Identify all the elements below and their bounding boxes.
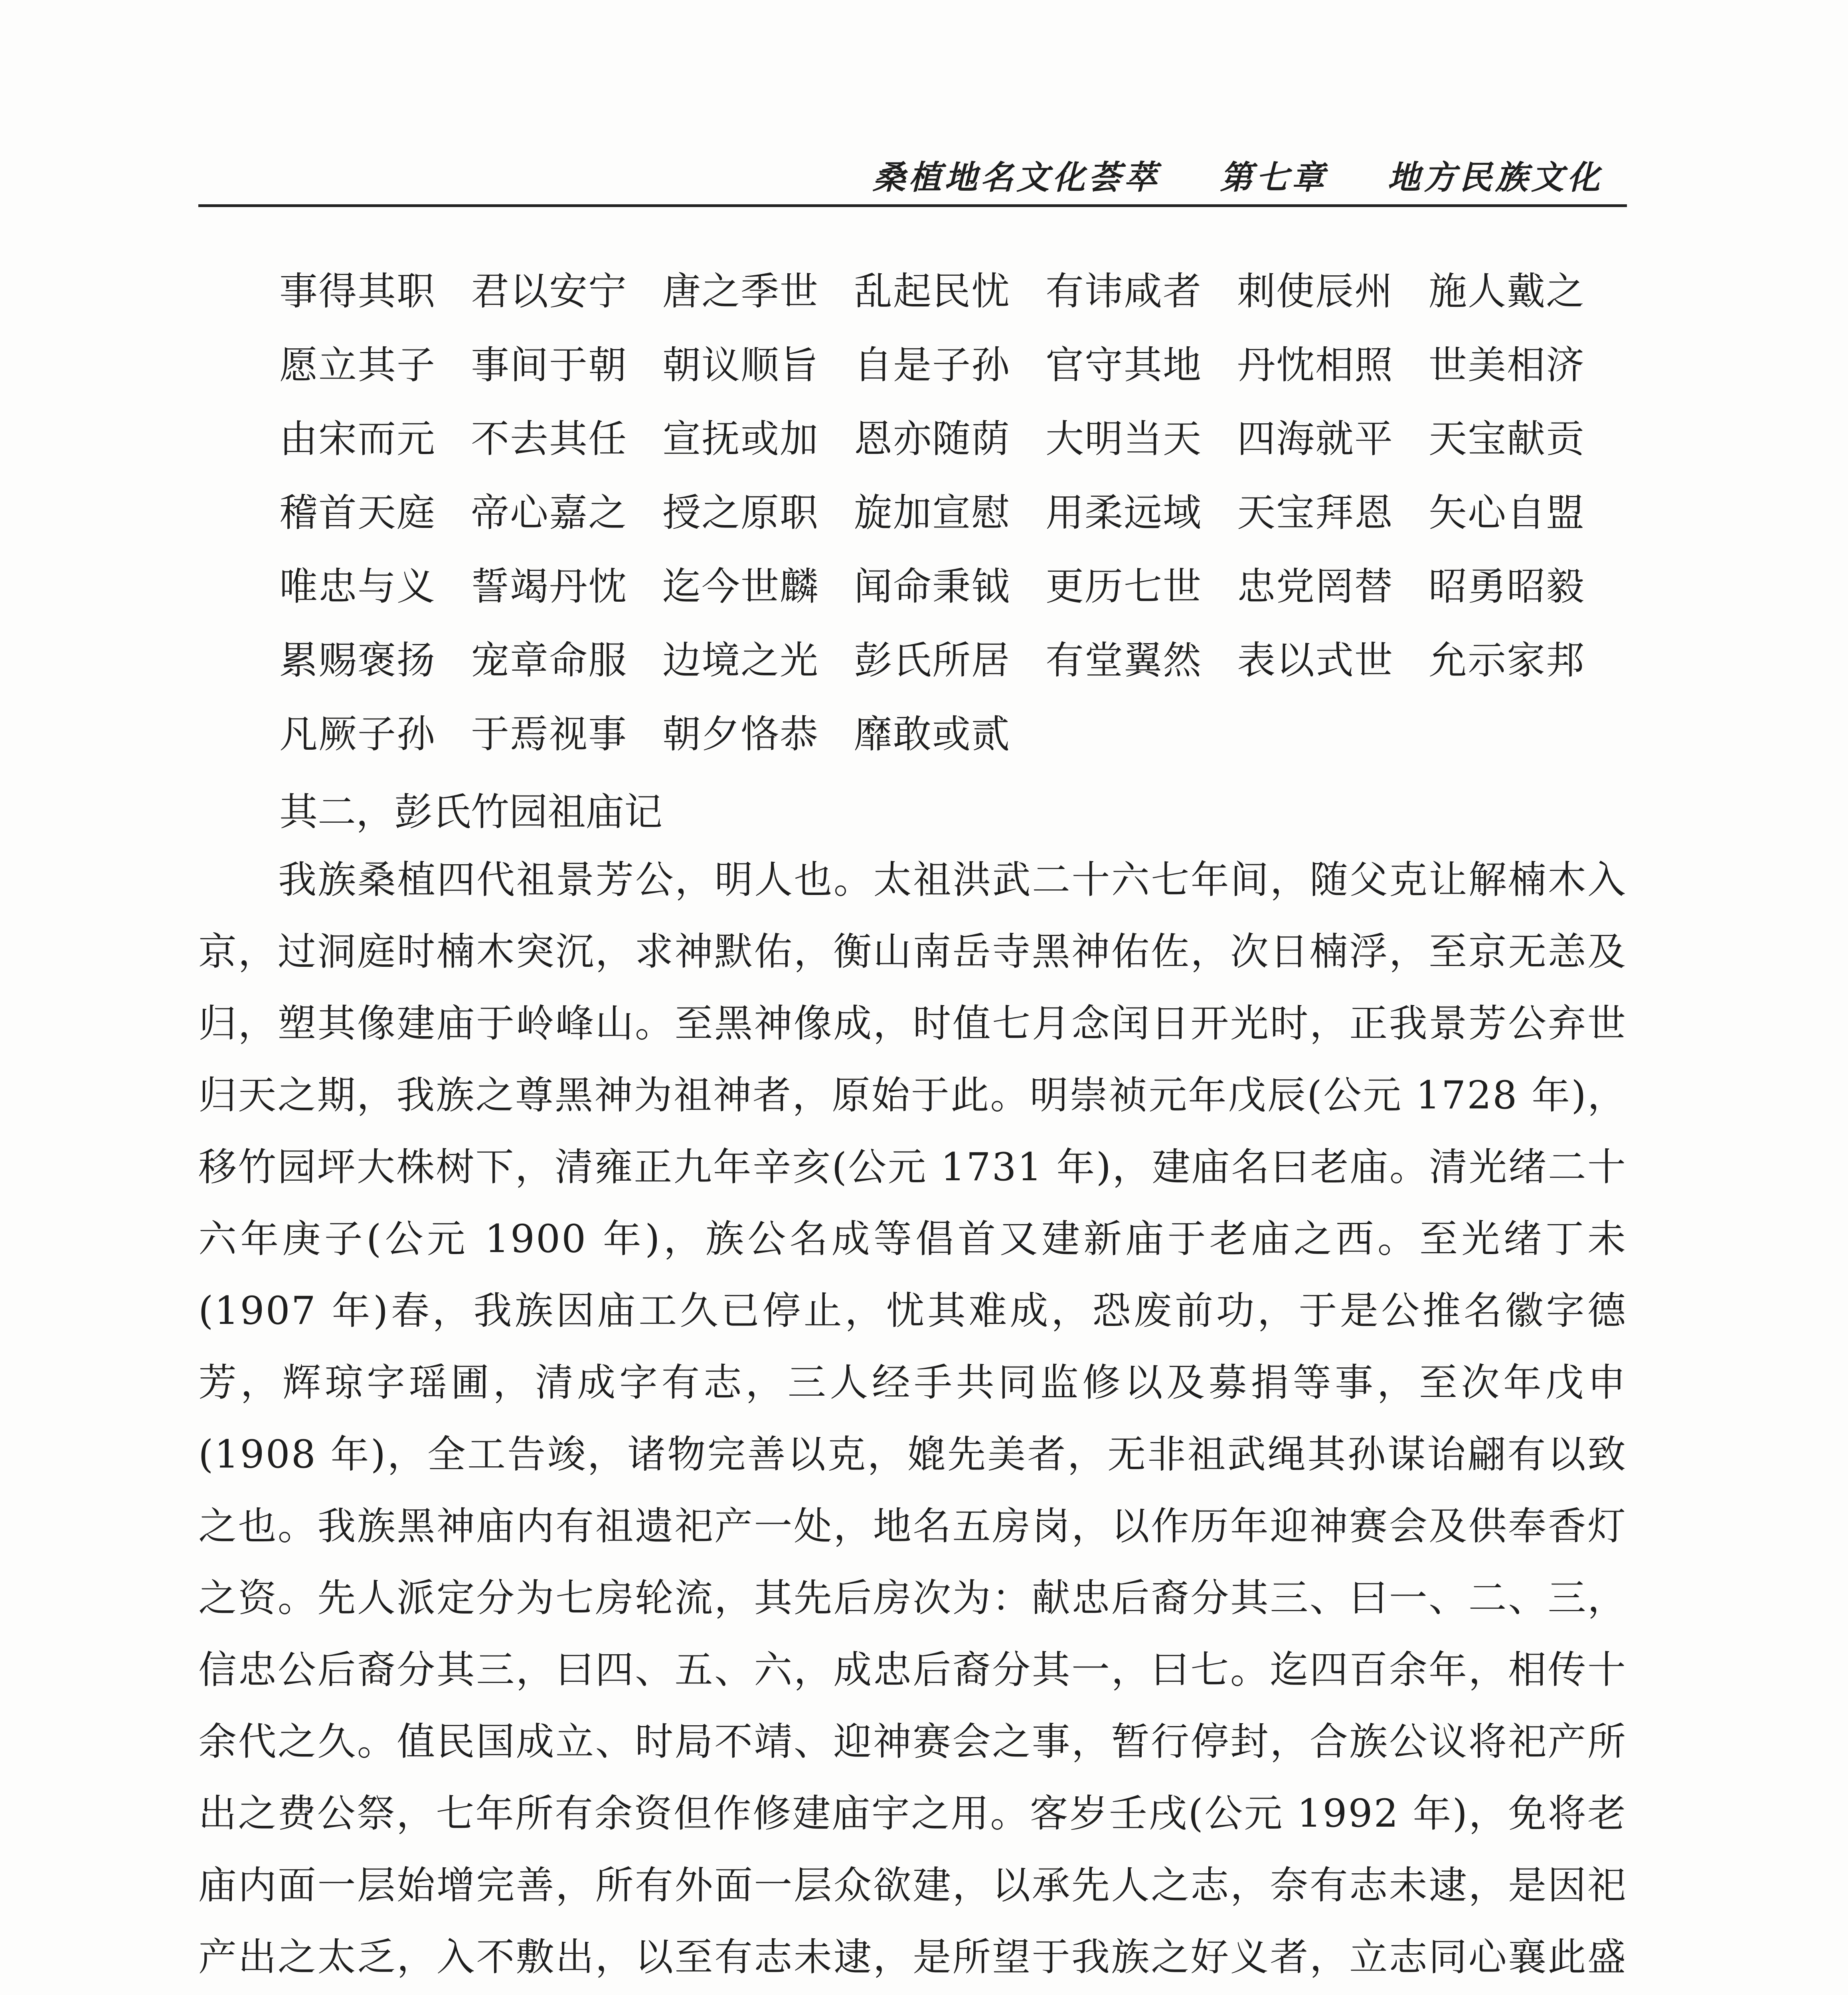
book-title: 桑植地名文化荟萃 (873, 158, 1160, 197)
poem-phrase: 由宋而元 (279, 417, 436, 461)
poem-phrase: 唐之季世 (662, 269, 819, 314)
poem-phrase: 事得其职 (279, 269, 436, 314)
poem-phrase: 累赐褒扬 (279, 638, 436, 683)
poem-phrase: 官守其地 (1046, 343, 1202, 387)
poem-phrase: 闻命秉钺 (854, 564, 1010, 609)
poem-phrase: 忠党罔替 (1237, 564, 1393, 609)
section-title: 其二，彭氏竹园祖庙记 (279, 790, 662, 834)
poem-phrase: 世美相济 (1429, 343, 1585, 387)
poem-phrase: 乱起民忧 (854, 269, 1010, 314)
poem-phrase: 四海就平 (1237, 417, 1393, 461)
poem-phrase: 边境之光 (662, 638, 819, 683)
poem-phrase: 彭氏所居 (854, 638, 1010, 683)
poem-phrase: 更历七世 (1046, 564, 1202, 609)
header-rule (198, 204, 1627, 207)
poem-phrase: 宠章命服 (471, 638, 627, 683)
poem-phrase: 矢心自盟 (1429, 490, 1585, 535)
poem-phrase: 大明当天 (1046, 417, 1202, 461)
poem-row (279, 407, 1636, 481)
poem-phrase: 天宝献贡 (1429, 417, 1585, 461)
poem-phrase: 自是子孙 (854, 343, 1010, 387)
poem-phrase: 授之原职 (662, 490, 819, 535)
poem-phrase: 于焉视事 (471, 712, 627, 757)
poem-phrase: 用柔远域 (1046, 490, 1202, 535)
poem-phrase: 帝心嘉之 (471, 490, 627, 535)
poem-phrase: 天宝拜恩 (1237, 490, 1393, 535)
poem-row (279, 259, 1636, 333)
running-header (198, 144, 1627, 200)
poem-phrase: 宣抚或加 (662, 417, 819, 461)
poem-phrase: 靡敢或贰 (854, 712, 1010, 757)
poem-phrase: 丹忱相照 (1237, 343, 1393, 387)
poem-phrase: 不去其任 (471, 417, 627, 461)
poem-phrase: 愿立其子 (279, 343, 436, 387)
poem-phrase: 旋加宣慰 (854, 490, 1010, 535)
poem-block (279, 259, 1636, 776)
poem-phrase: 誓竭丹忱 (471, 564, 627, 609)
poem-phrase: 有讳咸者 (1046, 269, 1202, 314)
poem-phrase: 恩亦随荫 (854, 417, 1010, 461)
poem-phrase: 凡厥子孙 (279, 712, 436, 757)
body-paragraph: 我族桑植四代祖景芳公，明人也。太祖洪武二十六七年间，随父克让解楠木入京，过洞庭时楠木突沉，求神默佑，衡山南岳寺黑神佑佐，次日楠浮，至京无恙及归，塑其像建庙于岭峰山。至黑神像成，时值七月念闰日开光时，正我景芳公弃世归天之期，我族之尊黑神为祖神者，原始于此。明崇祯元年戊辰(公元 1728 年)，移竹园坪大株树下，清雍正九年辛亥(公元 1731 年)，建庙名曰老庙。清光绪二十六年庚子(公元 1900 年)，族公名成等倡首又建新庙于老庙之西。至光绪丁未(1907 年)春，我族因庙工久已停止，忧其难成，恐废前功，于是公推名徽字德芳，辉琼字瑶圃，清成字有志，三人经手共同监修以及募捐等事，至次年戊申(1908 年)，全工告竣，诸物完善以克，媲先美者，无非祖武绳其孙谋诒翩有以致之也。我族黑神庙内有祖遗祀产一处，地名五房岗，以作历年迎神赛会及供奉香灯之资。先人派定分为七房轮流，其先后房次为：献忠后裔分其三、曰一、二、三，信忠公后裔分其三，曰四、五、六，成忠后裔分其一，曰七。迄四百余年，相传十余代之久。值民国成立、时局不靖、迎神赛会之事，暂行停封，合族公议将祀产所出之费公祭，七年所有余资但作修建庙宇之用。客岁壬戌(公元 1992 年)，免将老庙内面一层始增完善，所有外面一层众欲建，以承先人之志，奈有志未逮，是因祀产出之太乏，入不敷出，以至有志未逮，是所望于我族之好义者，立志同心襄此盛 (198, 857, 1627, 1979)
poem-phrase: 朝议顺旨 (662, 343, 819, 387)
poem-phrase: 唯忠与义 (279, 564, 436, 609)
poem-phrase: 迄今世麟 (662, 564, 819, 609)
poem-row (279, 555, 1636, 628)
poem-phrase: 朝夕恪恭 (662, 712, 819, 757)
body-paragraph (198, 1983, 1627, 1995)
poem-phrase: 刺使辰州 (1237, 269, 1393, 314)
poem-phrase: 允示家邦 (1429, 638, 1585, 683)
poem-phrase: 昭勇昭毅 (1429, 564, 1585, 609)
poem-phrase: 施人戴之 (1429, 269, 1585, 314)
poem-phrase: 表以式世 (1237, 638, 1393, 683)
chapter-title: 地方民族文化 (1387, 158, 1603, 197)
poem-phrase: 有堂翼然 (1046, 638, 1202, 683)
poem-phrase: 稽首天庭 (279, 490, 436, 535)
poem-row (279, 702, 1636, 776)
header-text (873, 152, 1603, 198)
chapter-label: 第七章 (1220, 158, 1328, 197)
poem-row (279, 628, 1636, 702)
poem-phrase: 事间于朝 (471, 343, 627, 387)
poem-row (279, 333, 1636, 407)
poem-phrase: 君以安宁 (471, 269, 627, 314)
poem-row (279, 481, 1636, 555)
